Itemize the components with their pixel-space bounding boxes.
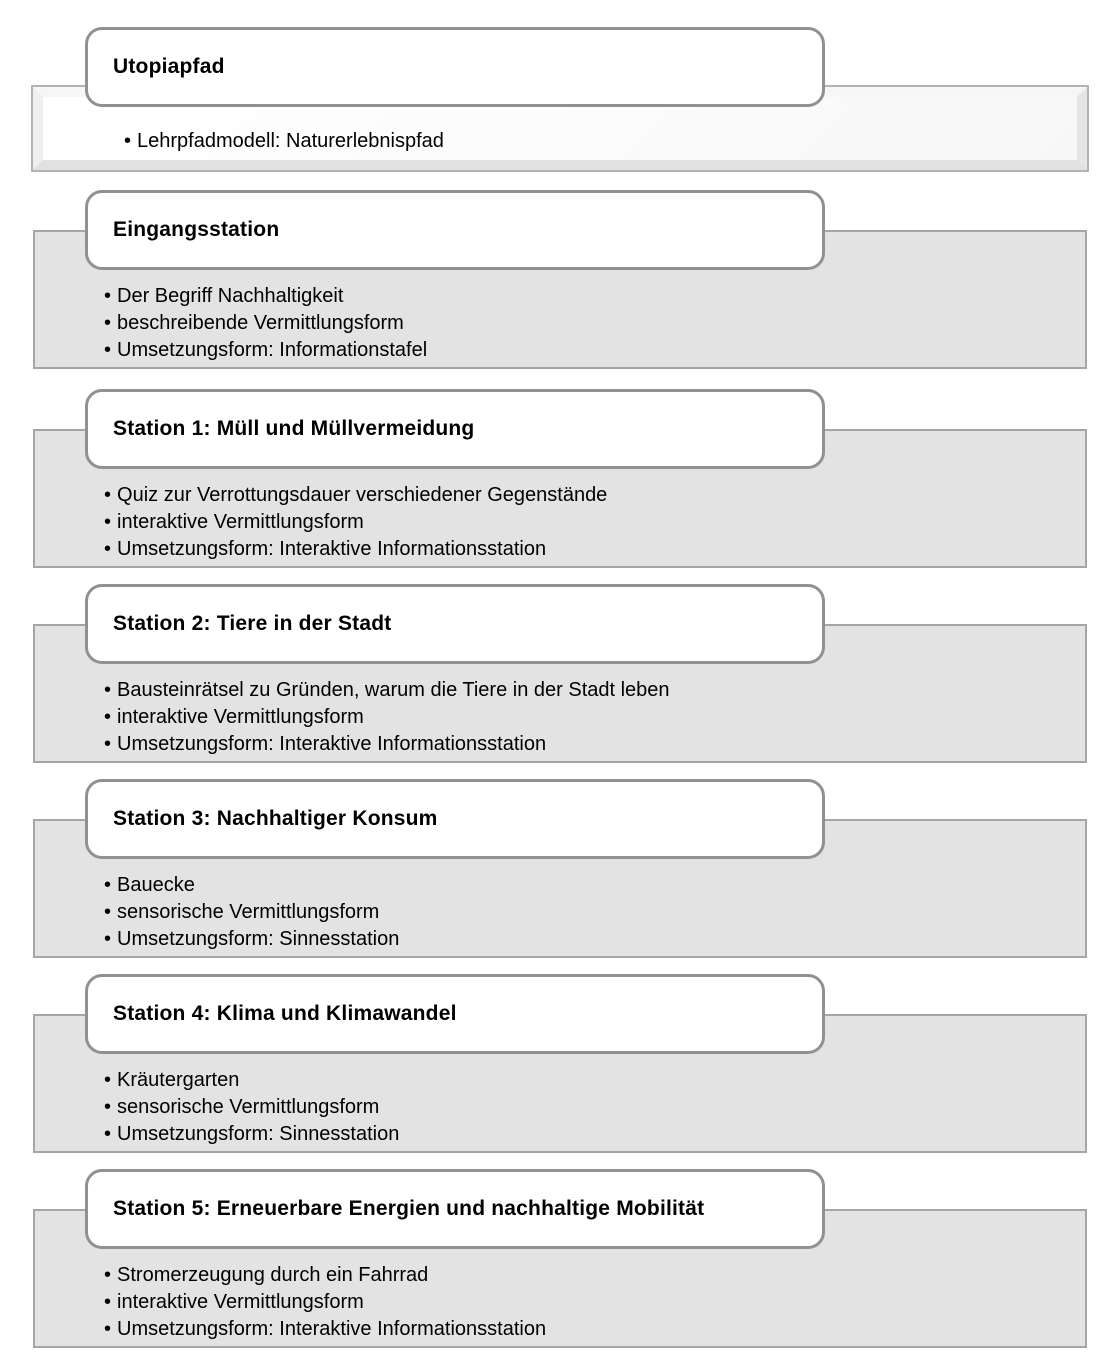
section-title: Station 1: Müll und Müllvermeidung bbox=[113, 417, 475, 440]
bullet-item: • Umsetzungsform: Sinnesstation bbox=[104, 926, 1069, 953]
bullet-item: • Stromerzeugung durch ein Fahrrad bbox=[104, 1262, 1069, 1289]
section-station-1 bbox=[0, 389, 1120, 568]
bullet-item: • Quiz zur Verrottungsdauer verschiedener Gegenstände bbox=[104, 482, 1069, 509]
section-title: Station 4: Klima und Klimawandel bbox=[113, 1002, 457, 1025]
bullet-list bbox=[104, 1067, 1069, 1148]
bullet-list bbox=[124, 128, 1061, 155]
section-eingangsstation bbox=[0, 190, 1120, 369]
section-header bbox=[85, 584, 825, 664]
bullet-item: • beschreibende Vermittlungsform bbox=[104, 310, 1069, 337]
section-header bbox=[85, 389, 825, 469]
bullet-list bbox=[104, 1262, 1069, 1343]
section-header bbox=[85, 779, 825, 859]
section-station-4 bbox=[0, 974, 1120, 1153]
bullet-item: • Umsetzungsform: Interaktive Informationsstation bbox=[104, 536, 1069, 563]
section-station-2 bbox=[0, 584, 1120, 763]
section-header bbox=[85, 27, 825, 107]
bullet-list bbox=[104, 482, 1069, 563]
bullet-item: • sensorische Vermittlungsform bbox=[104, 1094, 1069, 1121]
bullet-item: • Umsetzungsform: Informationstafel bbox=[104, 337, 1069, 364]
section-station-5 bbox=[0, 1169, 1120, 1348]
section-header bbox=[85, 1169, 825, 1249]
bullet-list bbox=[104, 677, 1069, 758]
section-title: Station 2: Tiere in der Stadt bbox=[113, 612, 392, 635]
section-title: Station 3: Nachhaltiger Konsum bbox=[113, 807, 438, 830]
section-station-3 bbox=[0, 779, 1120, 958]
bullet-item: • Umsetzungsform: Interaktive Informationsstation bbox=[104, 731, 1069, 758]
section-title: Utopiapfad bbox=[113, 55, 225, 78]
bullet-list bbox=[104, 283, 1069, 364]
bullet-item: • Bauecke bbox=[104, 872, 1069, 899]
bullet-item: • Lehrpfadmodell: Naturerlebnispfad bbox=[124, 128, 1061, 155]
bullet-item: • sensorische Vermittlungsform bbox=[104, 899, 1069, 926]
bullet-item: • Umsetzungsform: Interaktive Informationsstation bbox=[104, 1316, 1069, 1343]
bullet-item: • Umsetzungsform: Sinnesstation bbox=[104, 1121, 1069, 1148]
bullet-item: • Der Begriff Nachhaltigkeit bbox=[104, 283, 1069, 310]
section-title: Station 5: Erneuerbare Energien und nachhaltige Mobilität bbox=[113, 1197, 705, 1220]
section-header bbox=[85, 190, 825, 270]
bullet-list bbox=[104, 872, 1069, 953]
section-header bbox=[85, 974, 825, 1054]
bullet-item: • interaktive Vermittlungsform bbox=[104, 509, 1069, 536]
bullet-item: • interaktive Vermittlungsform bbox=[104, 704, 1069, 731]
bullet-item: • Kräutergarten bbox=[104, 1067, 1069, 1094]
section-title: Eingangsstation bbox=[113, 218, 280, 241]
bullet-item: • interaktive Vermittlungsform bbox=[104, 1289, 1069, 1316]
section-utopiapfad bbox=[0, 27, 1120, 170]
bullet-item: • Bausteinrätsel zu Gründen, warum die Tiere in der Stadt leben bbox=[104, 677, 1069, 704]
